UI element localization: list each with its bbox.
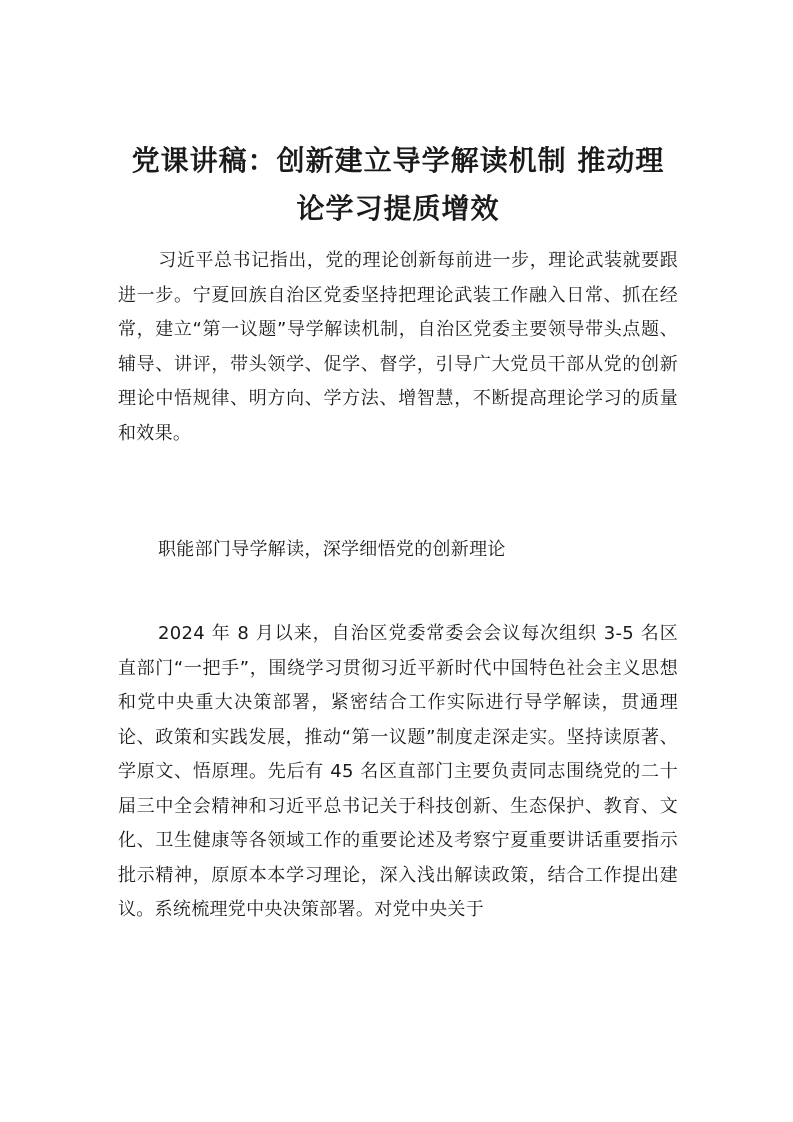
document-title xyxy=(118,137,678,233)
intro-paragraph-text: 习近平总书记指出，党的理论创新每前进一步，理论武装就要跟进一步。宁夏回族自治区党委坚持把理论武装工作融入日常、抓在经常，建立“第一议题”导学解读机制，自治区党委主要领导带头点题、辅导、讲评，带头领学、促学、督学，引导广大党员干部从党的创新理论中悟规律、明方向、学方法、增智慧，不断提高理论学习的质量和效果。 xyxy=(118,250,678,444)
body-paragraph xyxy=(118,617,678,928)
section-heading xyxy=(118,533,678,568)
body-paragraph-text: 2024 年 8 月以来，自治区党委常委会会议每次组织 3-5 名区直部门“一把手”，围绕学习贯彻习近平新时代中国特色社会主义思想和党中央重大决策部署，紧密结合工作实际进行导学解读，贯通理论、政策和实践发展，推动“第一议题”制度走深走实。坚持读原著、学原文、悟原理。先后有 45 名区直部门主要负责同志围绕党的二十届三中全会精神和习近平总书记关于科技创新、生态保护、教育、文化、卫生健康等各领域工作的重要论述及考察宁夏重要讲话重要指示批示精神，原原本本学习理论，深入浅出解读政策，结合工作提出建议。系统梳理党中央决策部署。对党中央关于 xyxy=(118,623,678,920)
section-heading-text: 职能部门导学解读，深学细悟党的创新理论 xyxy=(158,539,506,560)
title-line-1: 党课讲稿：创新建立导学解读机制 推动理 xyxy=(131,143,665,177)
title-line-2: 论学习提质增效 xyxy=(296,191,500,225)
intro-paragraph xyxy=(118,244,678,451)
